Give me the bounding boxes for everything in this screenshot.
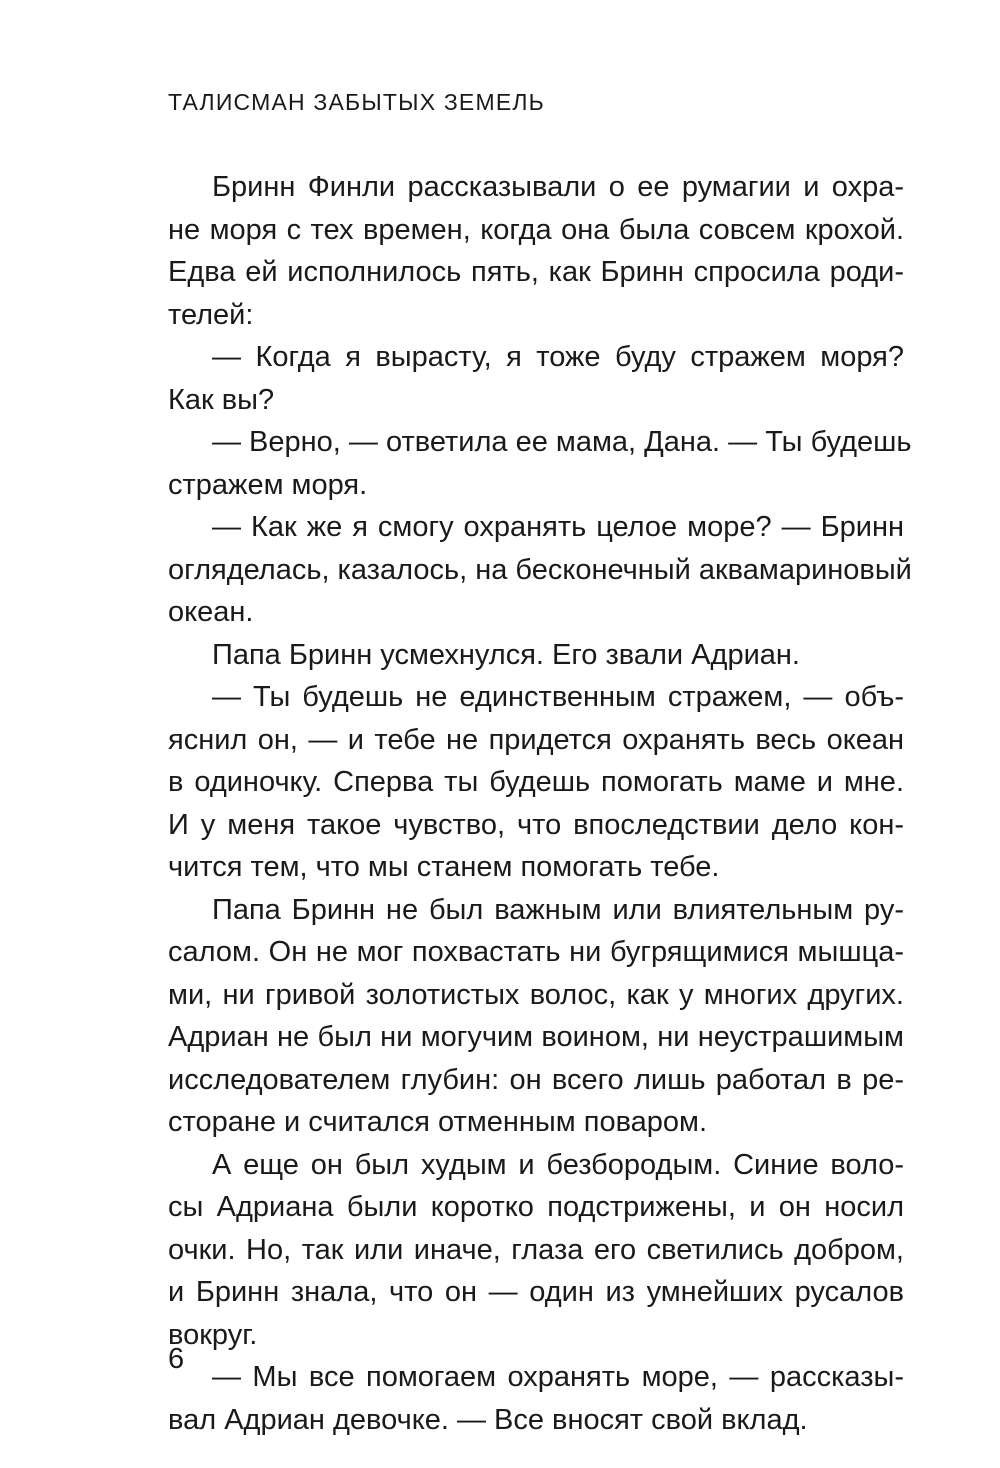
text-line: и Бринн знала, что он — один из умнейших русалов xyxy=(168,1276,904,1308)
text-line: — Верно, — ответила ее мама, Дана. — Ты будешь xyxy=(212,426,912,458)
text-line: Едва ей исполнилось пять, как Бринн спросила роди- xyxy=(168,256,904,288)
text-line: вал Адриан девочке. — Все вносят свой вклад. xyxy=(168,1403,808,1436)
text-line: ми, ни гривой золотистых волос, как у многих других. xyxy=(168,978,904,1011)
text-line: вокруг. xyxy=(168,1318,258,1351)
text-line: не моря с тех времен, когда она была совсем крохой. xyxy=(168,213,904,246)
page-number: 6 xyxy=(168,1343,185,1375)
text-line: стражем моря. xyxy=(168,468,368,501)
text-line: сы Адриана были коротко подстрижены, и он носил xyxy=(168,1191,904,1223)
text-line: салом. Он не мог похвастать ни бугрящимися мышца- xyxy=(168,936,904,968)
text-line: в одиночку. Сперва ты будешь помогать маме и мне. xyxy=(168,766,904,798)
text-line: сторане и считался отменным поваром. xyxy=(168,1106,708,1138)
text-line: — Мы все помогаем охранять море, — рассказы- xyxy=(212,1361,904,1393)
text-line: Бринн Финли рассказывали о ее румагии и охра- xyxy=(212,171,904,203)
text-line: Папа Бринн усмехнулся. Его звали Адриан. xyxy=(212,638,800,671)
text-line: — Когда я вырасту, я тоже буду стражем моря? xyxy=(212,341,904,373)
text-line: очки. Но, так или иначе, глаза его светились добром, xyxy=(168,1233,904,1266)
text-line: телей: xyxy=(168,298,254,331)
text-line: Папа Бринн не был важным или влиятельным ру- xyxy=(212,893,904,926)
text-line: Адриан не был ни могучим воином, ни неустрашимым xyxy=(168,1021,904,1053)
text-line: — Ты будешь не единственным стражем, — объ- xyxy=(212,681,904,713)
text-line: чится тем, что мы станем помогать тебе. xyxy=(168,851,720,883)
text-line: яснил он, — и тебе не придется охранять весь океан xyxy=(168,723,904,756)
text-line: И у меня такое чувство, что впоследствии дело кон- xyxy=(168,808,904,841)
text-line: огляделась, казалось, на бесконечный аквамариновый xyxy=(168,553,912,586)
text-line: А еще он был худым и безбородым. Синие воло- xyxy=(212,1148,904,1181)
body-text xyxy=(168,166,912,1441)
text-line: исследователем глубин: он всего лишь работал в ре- xyxy=(168,1063,904,1096)
text-line: Как вы? xyxy=(168,383,275,416)
text-line: — Как же я смогу охранять целое море? — Бринн xyxy=(212,511,904,543)
text-line: океан. xyxy=(168,596,254,628)
running-head: ТАЛИСМАН ЗАБЫТЫХ ЗЕМЕЛЬ xyxy=(168,89,545,115)
